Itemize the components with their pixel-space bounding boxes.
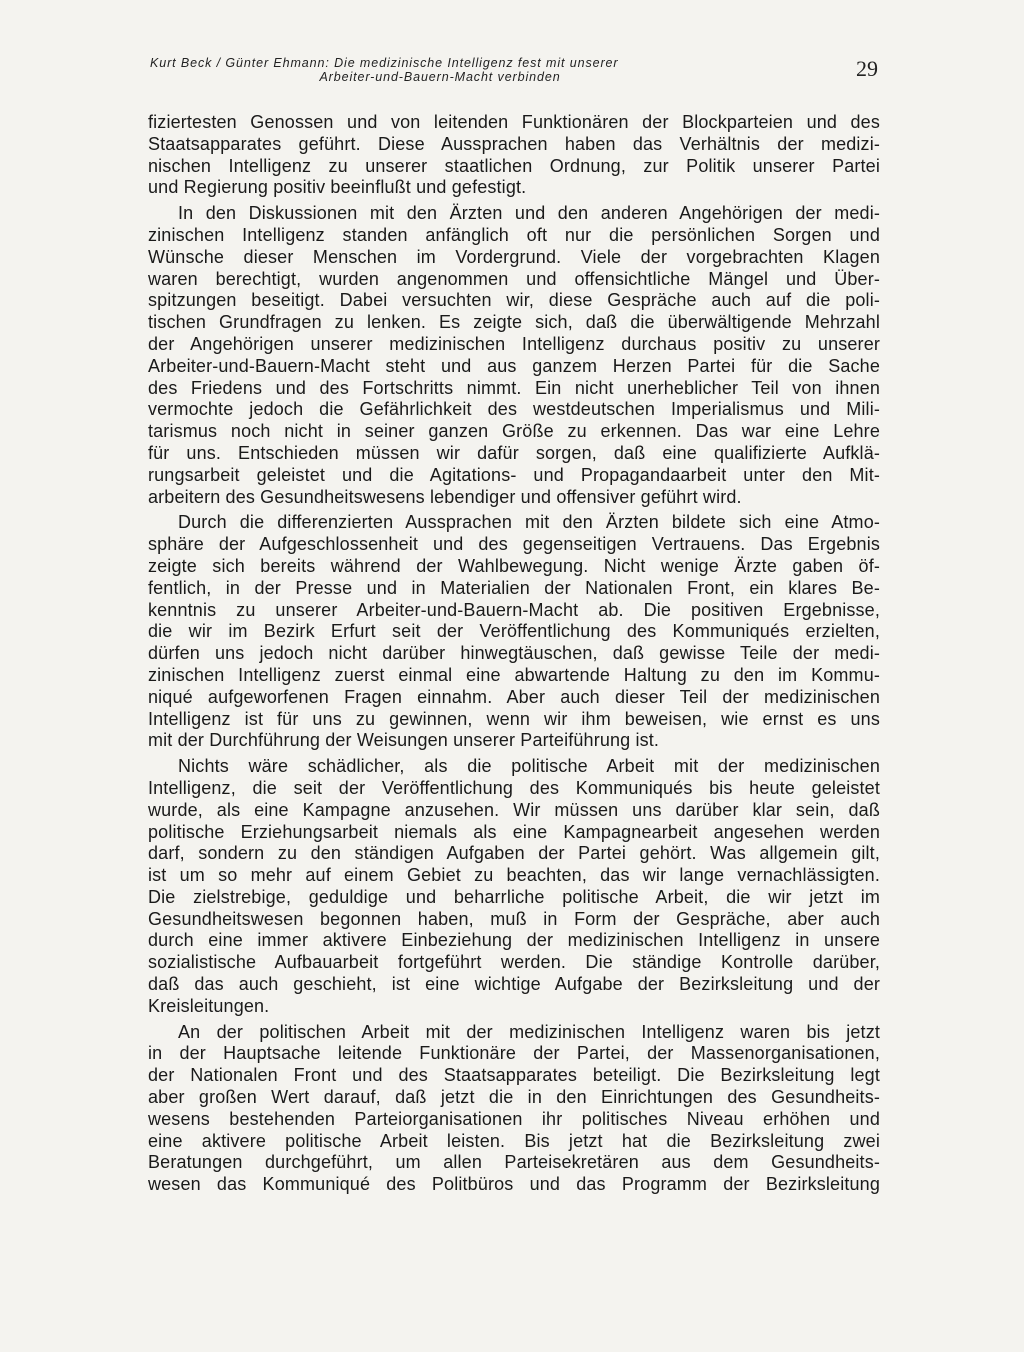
text-line: Intelligenz ist für uns zu gewinnen, wenn wir ihm beweisen, wie ernst es uns [148,708,880,729]
text-line: sozialistische Aufbauarbeit fortgeführt werden. Die ständige Kontrolle darüber, [148,952,880,973]
running-head-line-1: Kurt Beck / Günter Ehmann: Die medizinische Intelligenz fest mit unserer [150,56,619,70]
text-line: tischen Grundfragen zu lenken. Es zeigte sich, daß die überwältigende Mehrzahl [148,312,880,333]
text-line: zinischen Intelligenz zuerst einmal eine abwartende Haltung zu den im Kommu- [148,664,880,685]
text-line: Die zielstrebige, geduldige und beharrliche politische Arbeit, die wir jetzt im [148,886,880,907]
text-line: vermochte jedoch die Gefährlichkeit des westdeutschen Imperialismus und Mili- [148,399,880,420]
text-line: Wünsche dieser Menschen im Vordergrund. Viele der vorgebrachten Klagen [148,246,880,267]
text-line: arbeitern des Gesundheitswesens lebendiger und offensiver geführt wird. [148,486,742,507]
text-line: Arbeiter-und-Bauern-Macht steht und aus ganzem Herzen Partei für die Sache [148,355,880,376]
text-line: Nichts wäre schädlicher, als die politische Arbeit mit der medizinischen [178,756,880,777]
text-line: tarismus noch nicht in seiner ganzen Größe zu erkennen. Das war eine Lehre [148,421,880,442]
text-line: nischen Intelligenz zu unserer staatlichen Ordnung, zur Politik unserer Partei [148,155,880,176]
text-line: spitzungen beseitigt. Dabei versuchten wir, diese Gespräche auch auf die poli- [148,290,880,311]
text-line: und Regierung positiv beeinflußt und gefestigt. [148,177,527,198]
text-line: sphäre der Aufgeschlossenheit und des gegenseitigen Vertrauens. Das Ergebnis [148,534,880,555]
text-line: durch eine immer aktivere Einbeziehung der medizinischen Intelligenz in unsere [148,930,880,951]
text-line: eine aktivere politische Arbeit leisten. Bis jetzt hat die Bezirksleitung zwei [148,1130,880,1151]
text-line: daß das auch geschieht, ist eine wichtige Aufgabe der Bezirksleitung und der [148,974,880,995]
text-line: fentlich, in der Presse und in Materialien der Nationalen Front, ein klares Be- [148,577,880,598]
text-line: Intelligenz, die seit der Veröffentlichung des Kommuniqués bis heute geleistet [148,777,880,798]
text-line: ist um so mehr auf einem Gebiet zu beachten, das wir lange vernachlässigten. [148,865,880,886]
text-line: Kreisleitungen. [148,995,270,1016]
text-line: kenntnis zu unserer Arbeiter-und-Bauern-Macht ab. Die positiven Ergebnisse, [148,599,880,620]
text-line: Beratungen durchgeführt, um allen Parteisekretären aus dem Gesundheits- [148,1152,880,1173]
running-head [150,56,730,84]
text-line: des Friedens und des Fortschritts nimmt. Ein nicht unerheblicher Teil von ihnen [148,377,880,398]
text-line: rungsarbeit geleistet und die Agitations- und Propagandaarbeit unter den Mit- [148,464,880,485]
text-line: wesens bestehenden Parteiorganisationen ihr politisches Niveau erhöhen und [148,1108,880,1129]
text-line: Durch die differenzierten Aussprachen mit den Ärzten bildete sich eine Atmo- [178,512,880,533]
text-line: aber großen Wert darauf, daß jetzt die in den Einrichtungen des Gesundheits- [148,1087,880,1108]
text-line: Gesundheitswesen begonnen haben, muß in Form der Gespräche, aber auch [148,908,880,929]
text-line: An der politischen Arbeit mit der medizinischen Intelligenz waren bis jetzt [178,1021,880,1042]
text-line: waren berechtigt, wurden angenommen und offensichtliche Mängel und Über- [148,268,880,289]
paragraph-1 [148,112,880,199]
text-line: dürfen uns jedoch nicht darüber hinwegtäuschen, daß gewisse Teile der medi- [148,643,880,664]
text-line: Staatsapparates geführt. Diese Aussprachen haben das Verhältnis der medizi- [148,133,880,154]
paragraph-5 [148,1022,880,1196]
paragraph-2 [148,203,880,508]
text-line: für uns. Entschieden müssen wir dafür sorgen, daß eine qualifizierte Aufklä- [148,442,880,463]
text-line: wurde, als eine Kampagne anzusehen. Wir müssen uns darüber klar sein, daß [148,799,880,820]
paragraph-3 [148,512,880,752]
text-line: niqué aufgeworfenen Fragen einnahm. Aber auch dieser Teil der medizinischen [148,686,880,707]
text-line: die wir im Bezirk Erfurt seit der Veröffentlichung des Kommuniqués erzielten, [148,621,880,642]
running-head-line-2: Arbeiter-und-Bauern-Macht verbinden [319,70,561,84]
text-line: darf, sondern zu den ständigen Aufgaben der Partei gehört. Was allgemein gilt, [148,843,880,864]
text-line: zinischen Intelligenz standen anfänglich oft nur die persönlichen Sorgen und [148,224,880,245]
text-line: der Nationalen Front und des Staatsapparates beteiligt. Die Bezirksleitung legt [148,1065,880,1086]
text-line: politische Erziehungsarbeit niemals als eine Kampagnearbeit angesehen werden [148,821,880,842]
body-text [148,112,880,1196]
page-number: 29 [856,56,878,81]
text-line: In den Diskussionen mit den Ärzten und den anderen Angehörigen der medi- [178,203,880,224]
paragraph-4 [148,756,880,1018]
text-line: der Angehörigen unserer medizinischen Intelligenz durchaus positiv zu unserer [148,333,880,354]
text-line: mit der Durchführung der Weisungen unserer Parteiführung ist. [148,730,660,751]
text-line: zeigte sich bereits während der Wahlbewegung. Nicht wenige Ärzte gaben öf- [148,555,880,576]
text-line: in der Hauptsache leitende Funktionäre der Partei, der Massenorganisationen, [148,1043,880,1064]
text-line: fiziertesten Genossen und von leitenden Funktionären der Blockparteien und des [148,112,880,132]
text-line: wesen das Kommuniqué des Politbüros und das Programm der Bezirksleitung [148,1174,880,1195]
